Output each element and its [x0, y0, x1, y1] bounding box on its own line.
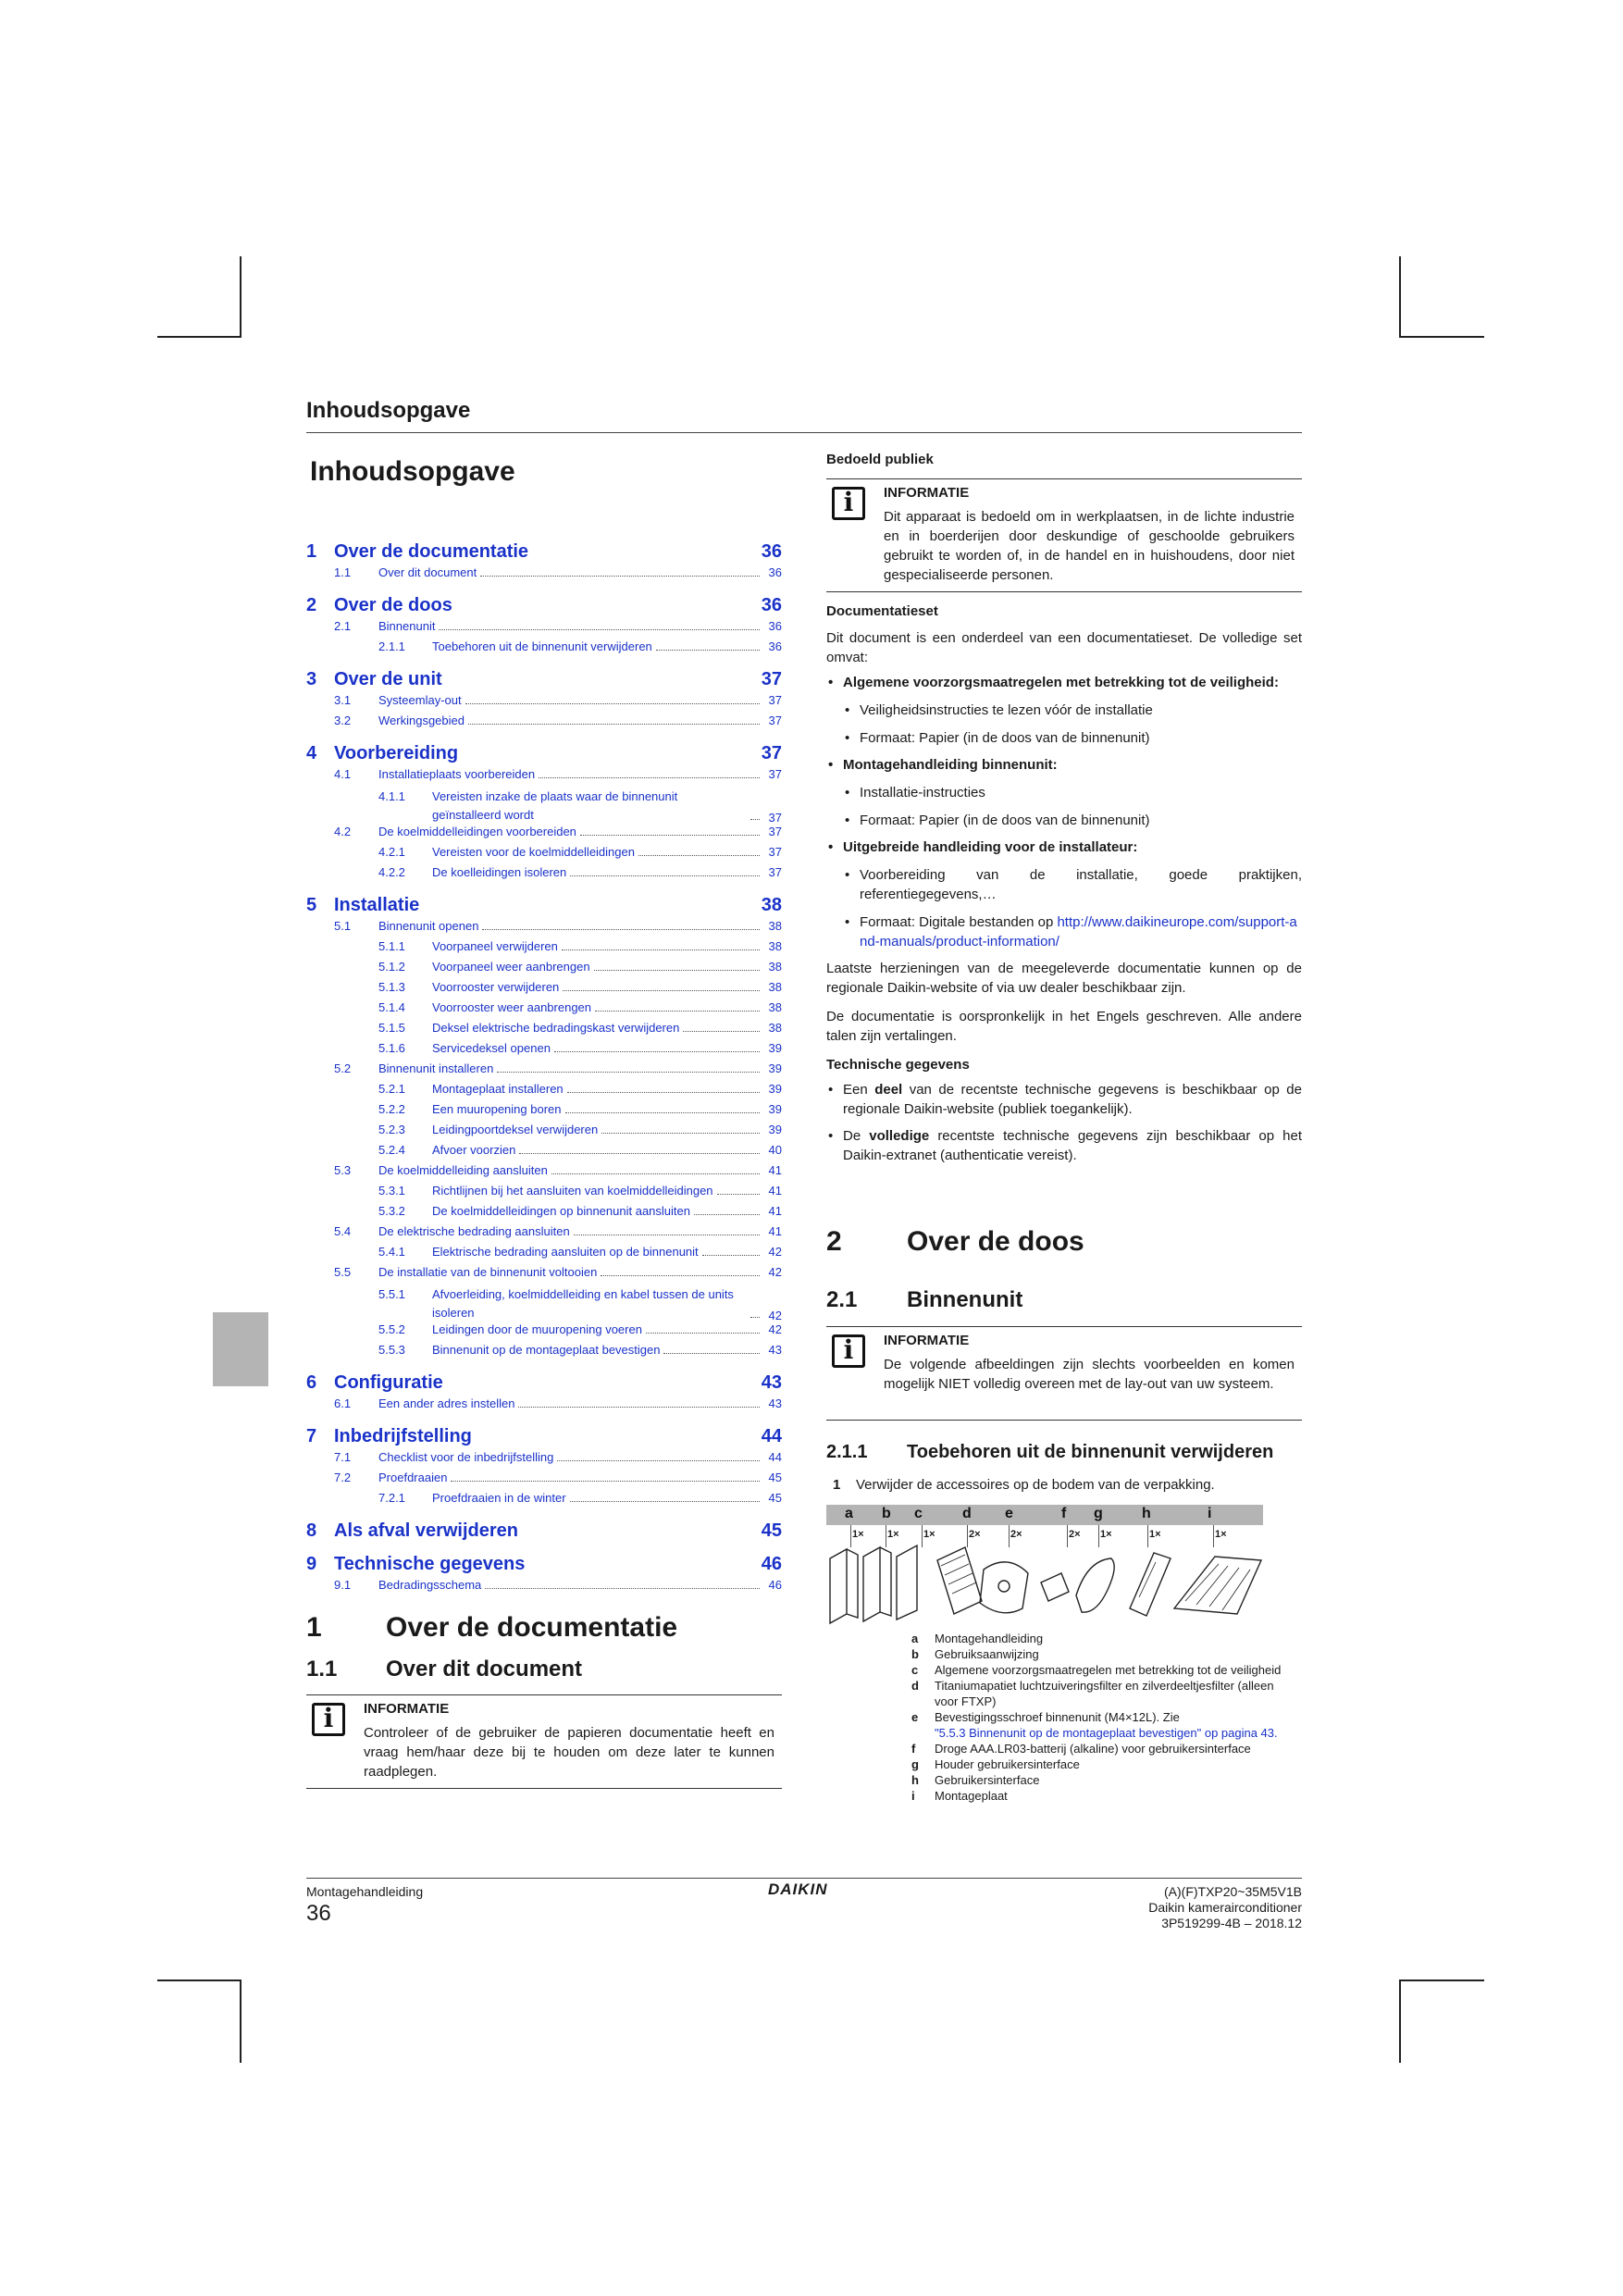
- item-letter: a: [845, 1506, 853, 1521]
- bullet-item: • De volledige recentste technische gegevens zijn beschikbaar op het Daikin-extranet (authenticatie vereist).: [826, 1126, 1302, 1165]
- toc-entry[interactable]: 6.1 Een ander adres instellen 43: [334, 1396, 782, 1410]
- crop-mark: [1399, 336, 1484, 338]
- toc-entry[interactable]: 5.5 De installatie van de binnenunit voltooien 42: [334, 1265, 782, 1279]
- audience-heading: Bedoeld publiek: [826, 452, 934, 467]
- item-letter: f: [1061, 1506, 1067, 1521]
- toc-entry[interactable]: 5.2.2 Een muuropening boren 39: [378, 1102, 782, 1116]
- daikin-logo: DAIKIN: [768, 1880, 828, 1898]
- item-count: 1×: [923, 1529, 935, 1540]
- item-count: 1×: [887, 1529, 899, 1540]
- legend-item: b Gebruiksaanwijzing: [911, 1647, 1039, 1661]
- info-text: Controleer of de gebruiker de papieren documentatie heeft en vraag hem/haar deze bij te houden om deze later te kunnen raadplegen.: [364, 1725, 774, 1780]
- accessories-illustration: [826, 1505, 1263, 1625]
- info-label: INFORMATIE: [364, 1701, 450, 1717]
- toc-entry[interactable]: 4.2.2 De koelleidingen isoleren 37: [378, 865, 782, 879]
- item-count: 2×: [1069, 1529, 1081, 1540]
- crop-mark: [157, 1980, 242, 1981]
- info-icon: i: [832, 487, 865, 520]
- toc-entry[interactable]: 7.2.1 Proefdraaien in de winter 45: [378, 1491, 782, 1505]
- info-label: INFORMATIE: [884, 1333, 970, 1348]
- legend-item: c Algemene voorzorgsmaatregelen met betrekking tot de veiligheid: [911, 1663, 1282, 1677]
- info-box: [826, 478, 1302, 592]
- toc-entry[interactable]: 4.2 De koelmiddelleidingen voorbereiden 37: [334, 825, 782, 838]
- documentation-link[interactable]: http://www.daikineurope.com/support-and-manuals/product-information/: [860, 914, 1297, 949]
- toc-entry[interactable]: 5.5.3 Binnenunit op de montageplaat bevestigen 43: [378, 1343, 782, 1357]
- info-text: Dit apparaat is bedoeld om in werkplaatsen, in de lichte industrie en in boerderijen door deskundige of geschoolde gebruikers gebruikt te worden of, in de handel en in huishoudens, door niet gespecialiseerde personen.: [884, 509, 1295, 583]
- section-2-1-1-heading: 2.1.1 Toebehoren uit de binnenunit verwijderen: [826, 1442, 1274, 1462]
- page-number: 36: [306, 1901, 331, 1926]
- toc-entry[interactable]: 9.1 Bedradingsschema 46: [334, 1578, 782, 1592]
- legend-item: e Bevestigingsschroef binnenunit (M4×12L). Zie "5.5.3 Binnenunit op de montageplaat bevestigen" op pagina 43.: [911, 1710, 1278, 1740]
- crop-mark: [157, 336, 242, 338]
- tech-heading: Technische gegevens: [826, 1057, 970, 1073]
- info-text: De volgende afbeeldingen zijn slechts voorbeelden en komen mogelijk NIET volledig overeen met de lay-out van uw systeem.: [884, 1357, 1295, 1392]
- item-count: 1×: [1215, 1529, 1227, 1540]
- footer-doc-type: Montagehandleiding: [306, 1884, 424, 1899]
- toc-entry[interactable]: 5.4 De elektrische bedrading aansluiten 41: [334, 1224, 782, 1238]
- item-letter: e: [1005, 1506, 1013, 1521]
- bullet-item: • Algemene voorzorgsmaatregelen met betrekking tot de veiligheid:: [826, 673, 1302, 692]
- sub-bullet-item: • Formaat: Digitale bestanden op http://www.daikineurope.com/support-and-manuals/product-information/: [826, 912, 1302, 951]
- item-letter: g: [1094, 1506, 1103, 1521]
- table-of-contents: [306, 532, 782, 1598]
- item-letter: d: [962, 1506, 972, 1521]
- toc-entry[interactable]: 5.2.1 Montageplaat installeren 39: [378, 1082, 782, 1096]
- toc-entry[interactable]: 5.4.1 Elektrische bedrading aansluiten op de binnenunit 42: [378, 1245, 782, 1259]
- item-count: 1×: [852, 1529, 864, 1540]
- toc-entry[interactable]: 4.1.1 Vereisten inzake de plaats waar de binnenunit geïnstalleerd wordt 37: [378, 789, 782, 825]
- toc-entry[interactable]: 2.1 Binnenunit 36: [334, 619, 782, 633]
- toc-entry[interactable]: 1.1 Over dit document 36: [334, 565, 782, 579]
- section-1-1-heading: 1.1 Over dit document: [306, 1657, 583, 1682]
- toc-entry[interactable]: 7.1 Checklist voor de inbedrijfstelling 44: [334, 1450, 782, 1464]
- toc-entry[interactable]: 7.2 Proefdraaien 45: [334, 1471, 782, 1484]
- section-2-heading: 2 Over de doos: [826, 1226, 1084, 1257]
- docset-intro: Dit document is een onderdeel van een documentatieset. De volledige set omvat:: [826, 630, 1302, 665]
- bullet-item: • Een deel van de recentste technische gegevens is beschikbaar op de regionale Daikin-website (publiek toegankelijk).: [826, 1080, 1302, 1119]
- toc-chapter[interactable]: 9 Technische gegevens 46: [306, 1554, 782, 1574]
- crop-mark: [1399, 256, 1401, 338]
- section-1-heading: 1 Over de documentatie: [306, 1612, 678, 1643]
- toc-entry[interactable]: 5.1.5 Deksel elektrische bedradingskast verwijderen 38: [378, 1021, 782, 1035]
- toc-entry[interactable]: 5.5.1 Afvoerleiding, koelmiddelleiding en kabel tussen de units isoleren 42: [378, 1287, 782, 1322]
- bullet-item: • Montagehandleiding binnenunit:: [826, 755, 1302, 775]
- info-icon: i: [312, 1703, 345, 1736]
- crop-mark: [1399, 1980, 1484, 1981]
- item-count: 1×: [1100, 1529, 1112, 1540]
- toc-entry[interactable]: 5.1.1 Voorpaneel verwijderen 38: [378, 939, 782, 953]
- item-letter: b: [882, 1506, 891, 1521]
- toc-chapter[interactable]: 5 Installatie 38: [306, 895, 782, 915]
- toc-chapter[interactable]: 7 Inbedrijfstelling 44: [306, 1426, 782, 1446]
- sub-bullet-item: • Installatie-instructies: [826, 783, 1302, 802]
- paragraph: De documentatie is oorspronkelijk in het Engels geschreven. Alle andere talen zijn vertalingen.: [826, 1009, 1302, 1044]
- toc-entry[interactable]: 5.3.1 Richtlijnen bij het aansluiten van koelmiddelleidingen 41: [378, 1184, 782, 1198]
- crop-mark: [1399, 1980, 1401, 2063]
- legend-item: f Droge AAA.LR03-batterij (alkaline) voor gebruikersinterface: [911, 1742, 1251, 1756]
- toc-entry[interactable]: 5.2.4 Afvoer voorzien 40: [378, 1143, 782, 1157]
- item-count: 2×: [1010, 1529, 1022, 1540]
- footer-product-info: (A)(F)TXP20~35M5V1B Daikin kamerairconditioner 3P519299-4B – 2018.12: [1148, 1884, 1302, 1930]
- toc-chapter[interactable]: 2 Over de doos 36: [306, 595, 782, 615]
- legend-item: g Houder gebruikersinterface: [911, 1757, 1080, 1771]
- toc-entry[interactable]: 2.1.1 Toebehoren uit de binnenunit verwijderen 36: [378, 639, 782, 653]
- toc-entry[interactable]: 5.2 Binnenunit installeren 39: [334, 1061, 782, 1075]
- item-letter: i: [1208, 1506, 1212, 1521]
- toc-chapter[interactable]: 3 Over de unit 37: [306, 669, 782, 689]
- item-letter: c: [914, 1506, 923, 1521]
- legend-item: d Titaniumapatiet luchtzuiveringsfilter en zilverdeeltjesfilter (alleen voor FTXP): [911, 1679, 1274, 1708]
- toc-chapter[interactable]: 4 Voorbereiding 37: [306, 743, 782, 763]
- toc-entry[interactable]: 5.2.3 Leidingpoortdeksel verwijderen 39: [378, 1123, 782, 1136]
- side-tab-marker: [213, 1312, 268, 1386]
- crop-mark: [240, 1980, 242, 2063]
- toc-entry[interactable]: 5.1.2 Voorpaneel weer aanbrengen 38: [378, 960, 782, 974]
- toc-entry[interactable]: 5.1.3 Voorrooster verwijderen 38: [378, 980, 782, 994]
- item-letter: h: [1142, 1506, 1151, 1521]
- toc-entry[interactable]: 4.2.1 Vereisten voor de koelmiddelleidingen 37: [378, 845, 782, 859]
- info-label: INFORMATIE: [884, 485, 970, 501]
- item-count: 1×: [1149, 1529, 1161, 1540]
- docset-heading: Documentatieset: [826, 603, 938, 619]
- toc-entry[interactable]: 3.1 Systeemlay-out 37: [334, 693, 782, 707]
- accessories-drawing: [826, 1505, 1263, 1625]
- sub-bullet-item: • Formaat: Papier (in de doos van de binnenunit): [826, 728, 1302, 748]
- legend-item: i Montageplaat: [911, 1789, 1008, 1803]
- accessories-legend: [911, 1631, 1282, 1804]
- header-rule: [306, 432, 1302, 433]
- paragraph: Laatste herzieningen van de meegeleverde documentatie kunnen op de regionale Daikin-website of via uw dealer beschikbaar zijn.: [826, 961, 1302, 996]
- toc-entry[interactable]: 5.5.2 Leidingen door de muuropening voeren 42: [378, 1322, 782, 1336]
- sub-bullet-item: • Voorbereiding van de installatie, goede praktijken, referentiegegevens,…: [826, 865, 1302, 904]
- sub-bullet-item: • Veiligheidsinstructies te lezen vóór de installatie: [826, 701, 1302, 720]
- toc-entry[interactable]: 5.1.6 Servicedeksel openen 39: [378, 1041, 782, 1055]
- crop-mark: [240, 256, 242, 338]
- toc-chapter[interactable]: 1 Over de documentatie 36: [306, 541, 782, 562]
- toc-entry[interactable]: 5.1.4 Voorrooster weer aanbrengen 38: [378, 1000, 782, 1014]
- toc-entry[interactable]: 4.1 Installatieplaats voorbereiden 37: [334, 767, 782, 781]
- toc-chapter[interactable]: 8 Als afval verwijderen 45: [306, 1520, 782, 1541]
- info-box: [826, 1326, 1302, 1421]
- toc-entry[interactable]: 5.3 De koelmiddelleiding aansluiten 41: [334, 1163, 782, 1177]
- section-2-1-heading: 2.1 Binnenunit: [826, 1287, 1023, 1312]
- legend-item: h Gebruikersinterface: [911, 1773, 1040, 1787]
- legend-item: a Montagehandleiding: [911, 1632, 1044, 1645]
- item-count: 2×: [969, 1529, 981, 1540]
- footer-rule: [306, 1878, 1302, 1879]
- running-header-title: Inhoudsopgave: [306, 398, 471, 423]
- toc-heading: Inhoudsopgave: [310, 456, 515, 487]
- bullet-item: • Uitgebreide handleiding voor de installateur:: [826, 838, 1302, 857]
- info-box: [306, 1694, 782, 1789]
- toc-entry[interactable]: 5.3.2 De koelmiddelleidingen op binnenunit aansluiten 41: [378, 1204, 782, 1218]
- instruction-step: 1 Verwijder de accessoires op de bodem van de verpakking.: [833, 1477, 1215, 1493]
- sub-bullet-item: • Formaat: Papier (in de doos van de binnenunit): [826, 811, 1302, 830]
- cross-reference-link[interactable]: "5.5.3 Binnenunit op de montageplaat bevestigen" op pagina 43.: [935, 1726, 1278, 1740]
- documentation-set: [826, 602, 1302, 1165]
- info-icon: i: [832, 1334, 865, 1368]
- toc-chapter[interactable]: 6 Configuratie 43: [306, 1372, 782, 1393]
- toc-entry[interactable]: 3.2 Werkingsgebied 37: [334, 714, 782, 727]
- toc-entry[interactable]: 5.1 Binnenunit openen 38: [334, 919, 782, 933]
